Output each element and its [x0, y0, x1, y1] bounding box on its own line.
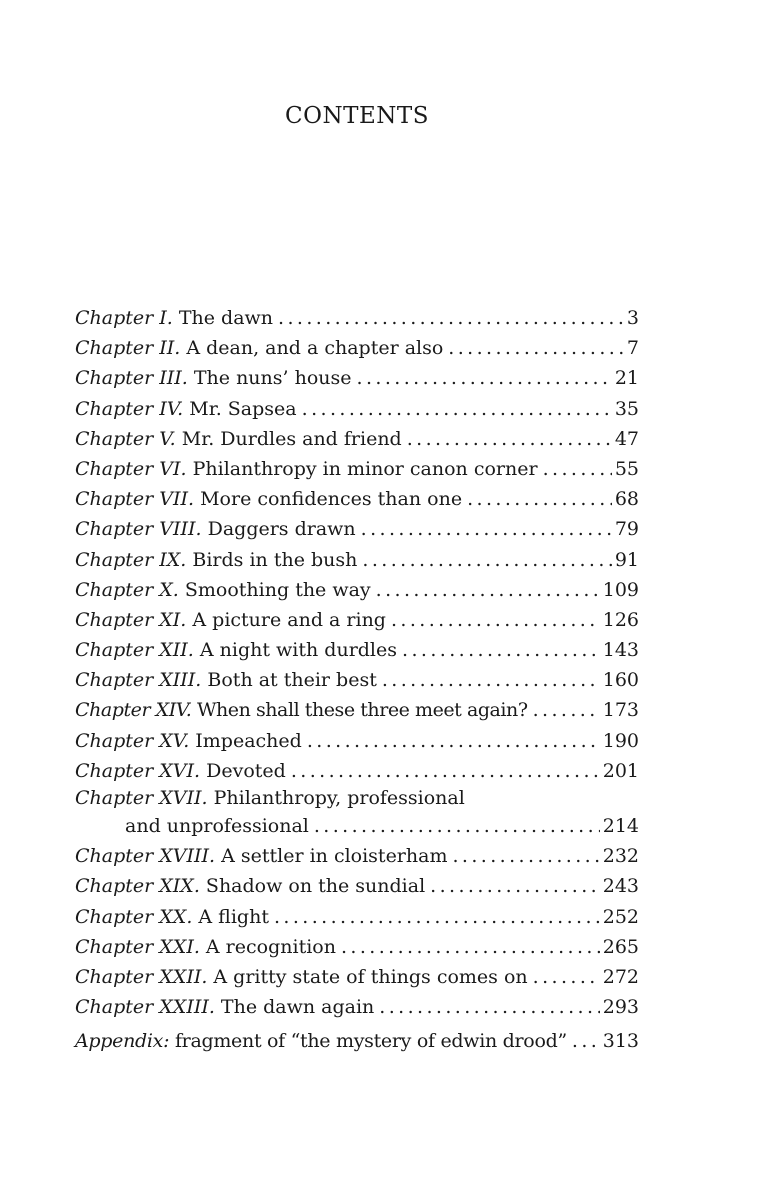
page-number: 265 [602, 935, 639, 958]
chapter-title: When shall these three meet again? [196, 699, 528, 722]
chapter-number: Chapter XX. [75, 905, 193, 928]
chapter-number: Chapter XVI. [75, 759, 201, 782]
dot-leader [391, 605, 600, 635]
dot-leader [430, 871, 600, 901]
appendix-title: fragment of “the mystery of edwin drood” [174, 1030, 567, 1053]
chapter-number: Chapter XIII. [75, 669, 202, 692]
chapter-number: Chapter I. [75, 307, 173, 329]
dot-leader [533, 962, 600, 992]
toc-entry-chapter-20[interactable] [75, 902, 639, 932]
dot-leader [382, 665, 600, 695]
dot-leader [407, 424, 612, 454]
page-number: 243 [602, 875, 639, 898]
dot-leader [467, 484, 612, 514]
dot-leader [376, 575, 600, 605]
chapter-title: A dean, and a chapter also [186, 337, 444, 360]
page-number: 109 [602, 578, 639, 601]
toc-entry-chapter-13[interactable] [75, 665, 639, 695]
toc-entry-chapter-6[interactable] [75, 454, 639, 484]
chapter-title: The dawn again [220, 996, 375, 1019]
page-number: 201 [602, 759, 639, 782]
toc-entry-chapter-4[interactable] [75, 394, 639, 424]
toc-entry-chapter-17[interactable] [75, 786, 639, 841]
page-number: 91 [614, 548, 639, 571]
toc-entry-chapter-2[interactable] [75, 333, 639, 363]
toc-entry-chapter-5[interactable] [75, 424, 639, 454]
chapter-title: The nuns’ house [193, 367, 352, 390]
chapter-title: Both at their best [207, 669, 377, 692]
chapter-number: Chapter XIX. [75, 875, 200, 898]
dot-leader [307, 726, 600, 756]
page-number: 143 [602, 639, 639, 662]
chapter-number: Chapter II. [75, 337, 181, 360]
page-title: CONTENTS [285, 103, 429, 129]
dot-leader [362, 545, 611, 575]
chapter-title: Philanthropy, professional [213, 787, 465, 809]
toc-entry-chapter-12[interactable] [75, 635, 639, 665]
chapter-title: Impeached [195, 729, 302, 752]
chapter-number: Chapter XXIII. [75, 996, 215, 1019]
toc-entry-chapter-23[interactable] [75, 992, 639, 1022]
page-number: 160 [602, 669, 639, 692]
dot-leader [452, 841, 599, 871]
dot-leader [572, 1026, 600, 1056]
chapter-title: Philanthropy in minor canon corner [192, 457, 538, 480]
page-number: 214 [602, 815, 639, 837]
page-number: 190 [602, 729, 639, 752]
chapter-title: Devoted [206, 759, 286, 782]
chapter-title-continued: and unprofessional [125, 815, 309, 837]
page-number: 232 [602, 845, 639, 868]
chapter-number: Chapter XII. [75, 639, 194, 662]
chapter-title: More confidences than one [200, 488, 463, 511]
page-number: 68 [614, 488, 639, 511]
toc-entry-chapter-10[interactable] [75, 575, 639, 605]
chapter-title: The dawn [178, 307, 274, 329]
toc-entry-chapter-14[interactable] [75, 695, 639, 725]
chapter-number: Chapter VII. [75, 488, 195, 511]
page-number: 79 [614, 518, 639, 541]
dot-leader [274, 902, 600, 932]
page-number: 313 [602, 1030, 639, 1053]
page-number: 3 [626, 307, 639, 329]
dot-leader [341, 932, 600, 962]
chapter-number: Chapter XXII. [75, 965, 208, 988]
toc-entry-chapter-3[interactable] [75, 363, 639, 393]
toc-entry-chapter-7[interactable] [75, 484, 639, 514]
dot-leader [278, 303, 624, 333]
toc-entry-chapter-15[interactable] [75, 726, 639, 756]
dot-leader [533, 695, 600, 725]
dot-leader [448, 333, 624, 363]
chapter-title: Mr. Durdles and friend [181, 427, 402, 450]
chapter-title: Mr. Sapsea [189, 397, 297, 420]
dot-leader [357, 363, 612, 393]
page-number: 7 [626, 337, 639, 360]
table-of-contents [75, 303, 639, 1057]
page-number: 293 [602, 996, 639, 1019]
page-number: 272 [602, 965, 639, 988]
dot-leader [543, 454, 612, 484]
chapter-title: Daggers drawn [207, 518, 356, 541]
chapter-title: Shadow on the sundial [205, 875, 426, 898]
chapter-number: Chapter XI. [75, 608, 187, 631]
chapter-title: A gritty state of things comes on [213, 965, 528, 988]
dot-leader [314, 811, 600, 841]
page-number: 47 [614, 427, 639, 450]
dot-leader [361, 514, 612, 544]
page-number: 55 [614, 457, 639, 480]
chapter-number: Chapter X. [75, 578, 179, 601]
dot-leader [379, 992, 599, 1022]
chapter-number: Chapter XVIII. [75, 845, 216, 868]
page-number: 35 [614, 397, 639, 420]
dot-leader [402, 635, 600, 665]
toc-entry-chapter-16[interactable] [75, 756, 639, 786]
appendix-label: Appendix: [75, 1030, 170, 1053]
chapter-number: Chapter VIII. [75, 518, 202, 541]
chapter-number: Chapter XV. [75, 729, 190, 752]
dot-leader [291, 756, 600, 786]
toc-entry-chapter-8[interactable] [75, 514, 639, 544]
toc-entry-chapter-22[interactable] [75, 962, 639, 992]
chapter-number: Chapter V. [75, 427, 176, 450]
page-number: 252 [602, 905, 639, 928]
toc-entry-chapter-1[interactable] [75, 303, 639, 333]
chapter-title: A picture and a ring [192, 608, 386, 631]
chapter-number: Chapter XVII. [75, 787, 208, 809]
chapter-title: A settler in cloisterham [221, 845, 448, 868]
chapter-title: Birds in the bush [192, 548, 358, 571]
chapter-number: Chapter XXI. [75, 935, 200, 958]
toc-entry-chapter-19[interactable] [75, 871, 639, 901]
chapter-number: Chapter XIV. [75, 699, 192, 722]
toc-entry-chapter-9[interactable] [75, 545, 639, 575]
chapter-number: Chapter VI. [75, 457, 187, 480]
page-number: 126 [602, 608, 639, 631]
chapter-number: Chapter IX. [75, 548, 187, 571]
chapter-number: Chapter IV. [75, 397, 184, 420]
chapter-number: Chapter III. [75, 367, 188, 390]
page-number: 21 [614, 367, 639, 390]
toc-entry-appendix[interactable] [75, 1026, 639, 1056]
chapter-title: A recognition [205, 935, 336, 958]
toc-entry-chapter-21[interactable] [75, 932, 639, 962]
toc-entry-chapter-11[interactable] [75, 605, 639, 635]
toc-entry-chapter-18[interactable] [75, 841, 639, 871]
dot-leader [302, 394, 612, 424]
chapter-title: A flight [198, 905, 269, 928]
chapter-title: Smoothing the way [184, 578, 371, 601]
page-number: 173 [602, 699, 639, 722]
chapter-title: A night with durdles [199, 639, 398, 662]
